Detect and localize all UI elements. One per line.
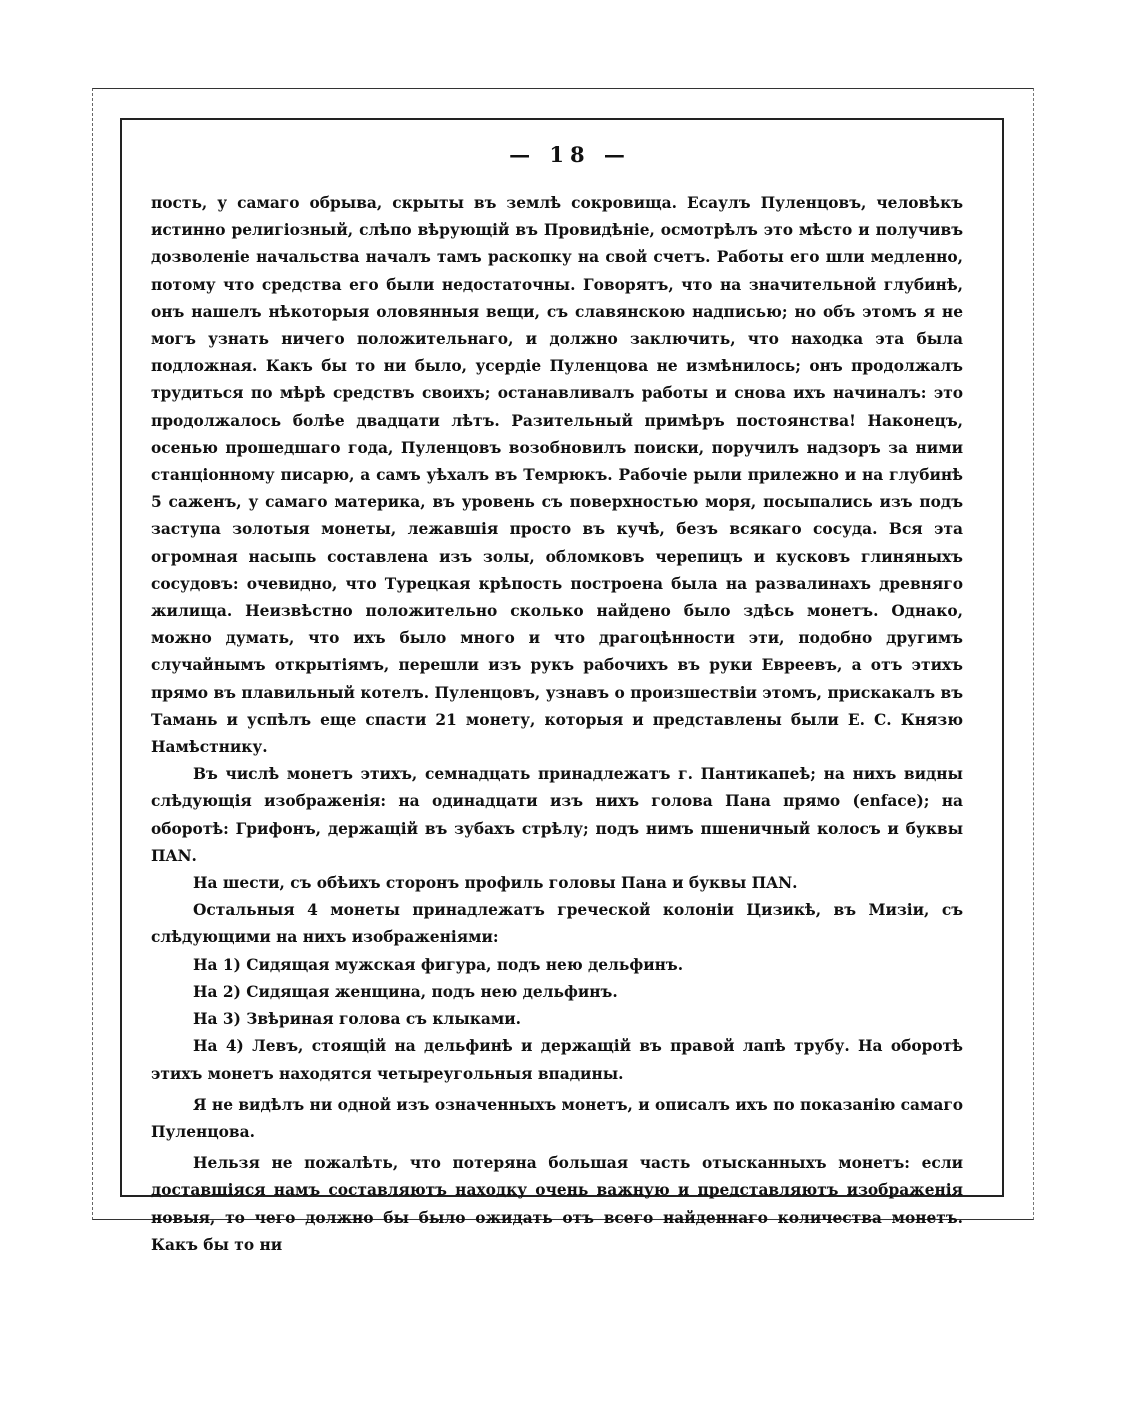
coin-list-item-4: На 4) Левъ, стоящій на дельфинѣ и держащій въ правой лапѣ трубу. На оборотѣ этихъ монетъ находятся четыреугольныя впадины. — [151, 1037, 963, 1083]
coin-list-item-2: На 2) Сидящая женщина, подъ нею дельфинъ. — [193, 982, 618, 1001]
body-text — [151, 190, 963, 1259]
paragraph-5: Я не видѣлъ ни одной изъ означенныхъ монетъ, и описалъ ихъ по показанію самаго Пуленцова. — [151, 1095, 964, 1141]
page-number: — 18 — — [509, 142, 631, 167]
coin-list-item-1: На 1) Сидящая мужская фигура, подъ нею дельфинъ. — [193, 955, 684, 974]
paragraph-4: Остальныя 4 монеты принадлежатъ греческой колоніи Цизикѣ, въ Мизіи, съ слѣдующими на нихъ изображеніями: — [151, 901, 963, 947]
paragraph-2: Въ числѣ монетъ этихъ, семнадцать принадлежатъ г. Пантикапеѣ; на нихъ видны слѣдующія изображенія: на одинадцати изъ нихъ голова Пана прямо (enface); на оборотѣ: Грифонъ, держащій въ зубахъ стрѣлу; подъ нимъ пшеничный колосъ и буквы ΠΑΝ. — [151, 765, 963, 865]
paragraph-6: Нельзя не пожалѣть, что потеряна большая часть отысканныхъ монетъ: если доставшіяся намъ составляютъ находку очень важную и представляютъ изображенія новыя, то чего должно бы было ожидать отъ всего найденнаго количества монетъ. Какъ бы то ни — [151, 1154, 963, 1254]
paragraph-1: пость, у самаго обрыва, скрыты въ землѣ сокровища. Есаулъ Пуленцовъ, человѣкъ истинно религіозный, слѣпо вѣрующій въ Провидѣніе, осмотрѣлъ это мѣсто и получивъ дозволеніе начальства началъ тамъ раскопку на свой счетъ. Работы его шли медленно, потому что средства его были недостаточны. Говорятъ, что на значительной глубинѣ, онъ нашелъ нѣкоторыя оловянныя вещи, съ славянскою надписью; но объ этомъ я не могъ узнать ничего положительнаго, и должно заключить, что находка эта была подложная. Какъ бы то ни было, усердіе Пуленцова не измѣнилось; онъ продолжалъ трудиться по мѣрѣ средствъ своихъ; останавливалъ работы и снова ихъ начиналъ: это продолжалось болѣе двадцати лѣтъ. Разительный примѣръ постоянства! Наконецъ, осенью прошедшаго года, Пуленцовъ возобновилъ поиски, поручилъ надзоръ за ними станціонному писарю, а самъ уѣхалъ въ Темрюкъ. Рабочіе рыли прилежно и на глубинѣ 5 саженъ, у самаго материка, въ уровень съ поверхностью моря, посыпались изъ подъ заступа золотыя монеты, лежавшія просто въ кучѣ, безъ всякаго сосуда. Вся эта огромная насыпь составлена изъ золы, обломковъ черепицъ и кусковъ глиняныхъ сосудовъ: очевидно, что Турецкая крѣпость построена была на развалинахъ древняго жилища. Неизвѣстно положительно сколько найдено было здѣсь монетъ. Однако, можно думать, что ихъ было много и что драгоцѣнности эти, подобно другимъ случайнымъ открытіямъ, перешли изъ рукъ рабочихъ въ руки Евреевъ, а отъ этихъ прямо въ плавильный котелъ. Пуленцовъ, узнавъ о произшествіи этомъ, прискакалъ въ Тамань и успѣлъ еще спасти 21 монету, которыя и представлены были Е. С. Князю Намѣстнику. — [151, 194, 963, 757]
paragraph-3: На шести, съ обѣихъ сторонъ профиль головы Пана и буквы ΠΑΝ. — [193, 874, 798, 893]
coin-list-item-3: На 3) Звѣриная голова съ клыками. — [193, 1010, 521, 1029]
